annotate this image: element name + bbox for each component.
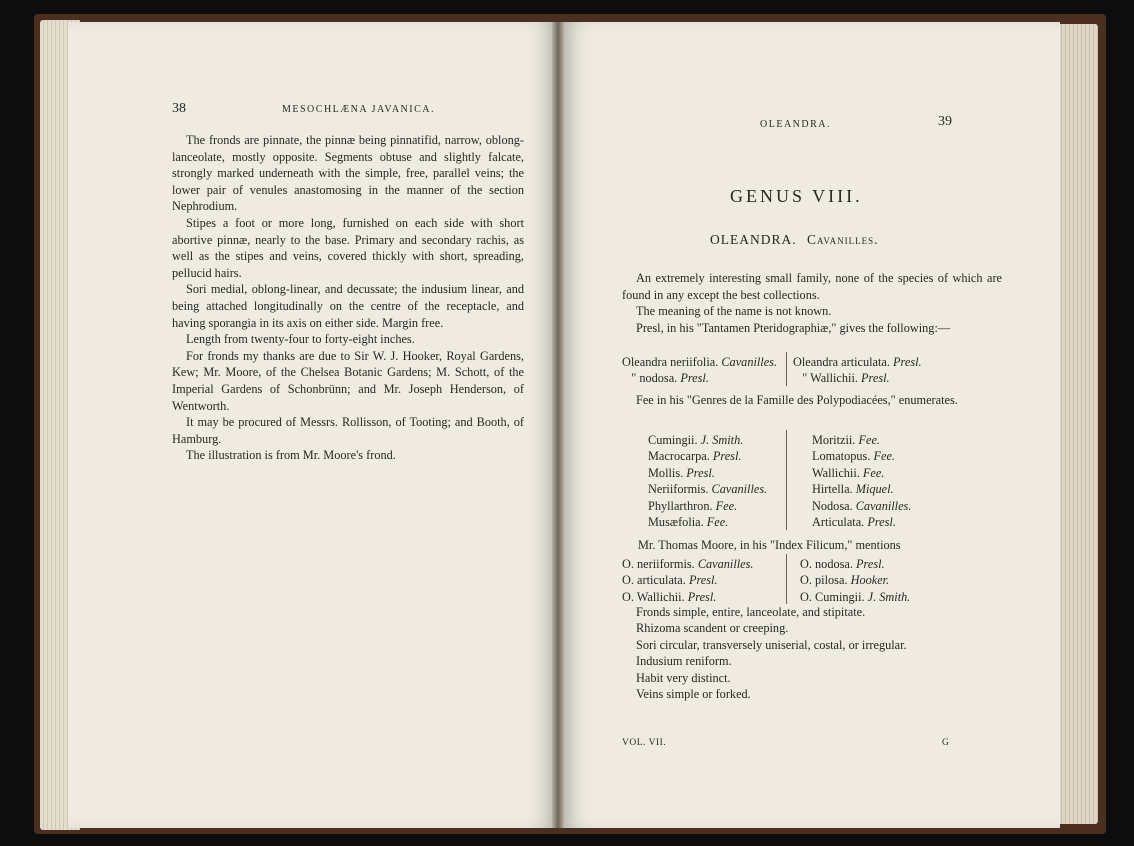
genus-title (710, 232, 879, 248)
list-item: Hirtella. Miquel. (812, 482, 894, 497)
intro-paragraph-1: An extremely interesting small family, none of the species of which are found in any except the best collections. (622, 271, 1002, 302)
fee-list-left (648, 432, 767, 530)
paragraph-sori: Sori medial, oblong-linear, and decussate; the indusium linear, and being attached longitudinally on the centre of the receptacle, and having sporangia in its axis on either side. Margin free. (172, 282, 524, 330)
list-item: Moritzii. Fee. (812, 433, 880, 447)
list-item: O. Wallichii. Presl. (622, 589, 717, 604)
fee-list-right (812, 432, 911, 530)
right-running-head: OLEANDRA. (760, 119, 831, 130)
list-item: Cumingii. J. Smith. (648, 433, 744, 447)
right-page (562, 22, 1060, 828)
list-item: Nodosa. Cavanilles. (812, 498, 912, 513)
left-page-body (172, 132, 524, 464)
intro-paragraph-2: The meaning of the name is not known. (636, 304, 832, 319)
list-item: O. nodosa. Presl. (800, 557, 885, 571)
right-page-number: 39 (938, 114, 952, 129)
genus-author: Cavanilles. (807, 232, 879, 247)
character-line: Rhizoma scandent or creeping. (636, 621, 789, 636)
list-item: " Wallichii. Presl. (802, 371, 890, 386)
presl-list-right (793, 354, 922, 387)
list-item: Oleandra neriifolia. Cavanilles. (622, 355, 778, 369)
list-item: Lomatopus. Fee. (812, 449, 895, 464)
left-page-number: 38 (172, 101, 186, 116)
presl-list-left (622, 354, 777, 387)
list-item: O. articulata. Presl. (622, 573, 718, 588)
list-item: O. neriiformis. Cavanilles. (622, 557, 754, 571)
list-item: O. pilosa. Hooker. (800, 573, 890, 588)
paragraph-illustration: The illustration is from Mr. Moore's frond. (186, 448, 396, 463)
character-line: Sori circular, transversely uniserial, costal, or irregular. (636, 637, 907, 652)
list-item: Mollis. Presl. (648, 465, 715, 480)
moore-list-left (622, 556, 754, 605)
paragraph-procured: It may be procured of Messrs. Rollisson, of Tooting; and Booth, of Hamburg. (172, 415, 524, 446)
list-item: Macrocarpa. Presl. (648, 449, 742, 464)
list-item: Articulata. Presl. (812, 515, 896, 530)
characters-list (636, 604, 907, 702)
character-line: Habit very distinct. (636, 670, 731, 685)
genus-name: OLEANDRA. (710, 232, 797, 247)
paragraph-fronds: The fronds are pinnate, the pinnæ being pinnatifid, narrow, oblong-lanceolate, mostly opposite. Segments obtuse and slightly falcate, strongly marked underneath with the simple, free, parallel veins; the lower pair of venules anastomosing in the manner of the section Nephrodium. (172, 133, 524, 214)
fee-intro-block (622, 392, 1002, 409)
list-item: Neriiformis. Cavanilles. (648, 482, 768, 497)
character-line: Fronds simple, entire, lanceolate, and stipitate. (636, 605, 866, 619)
paragraph-length: Length from twenty-four to forty-eight inches. (186, 332, 415, 347)
footer-signature: G (942, 738, 949, 748)
page-edges-right (1058, 24, 1098, 824)
intro-block (622, 270, 1002, 336)
paragraph-stipes: Stipes a foot or more long, furnished on each side with short abortive pinnæ, nearly to the base. Primary and secondary rachis, as well as the stipes and veins, covered thickly with short, spreading, pellucid hairs. (172, 215, 524, 280)
list-item: Oleandra articulata. Presl. (793, 355, 922, 369)
column-divider (786, 554, 787, 604)
book-gutter (552, 22, 564, 828)
moore-list-right (800, 556, 910, 605)
character-line: Veins simple or forked. (636, 687, 751, 702)
genus-heading: GENUS VIII. (730, 186, 863, 206)
intro-paragraph-3: Presl, in his "Tantamen Pteridographiæ," gives the following:— (636, 320, 951, 335)
column-divider (786, 352, 787, 386)
list-item: O. Cumingii. J. Smith. (800, 589, 911, 604)
list-item: " nodosa. Presl. (631, 371, 709, 386)
fee-intro: Fee in his "Genres de la Famille des Polypodiacées," enumerates. (636, 393, 958, 407)
character-line: Indusium reniform. (636, 654, 732, 669)
column-divider (786, 430, 787, 530)
footer-volume: VOL. VII. (622, 738, 667, 748)
list-item: Musæfolia. Fee. (648, 515, 729, 530)
list-item: Wallichii. Fee. (812, 465, 885, 480)
left-running-head: MESOCHLÆNA JAVANICA. (282, 104, 435, 115)
paragraph-thanks: For fronds my thanks are due to Sir W. J. Hooker, Royal Gardens, Kew; Mr. Moore, of the Chelsea Botanic Gardens; M. Schott, of the Imperial Gardens of Schonbrünn; and Mr. Joseph Henderson, of Wentworth. (172, 348, 524, 413)
moore-intro: Mr. Thomas Moore, in his "Index Filicum," mentions (638, 538, 901, 552)
list-item: Phyllarthron. Fee. (648, 498, 738, 513)
